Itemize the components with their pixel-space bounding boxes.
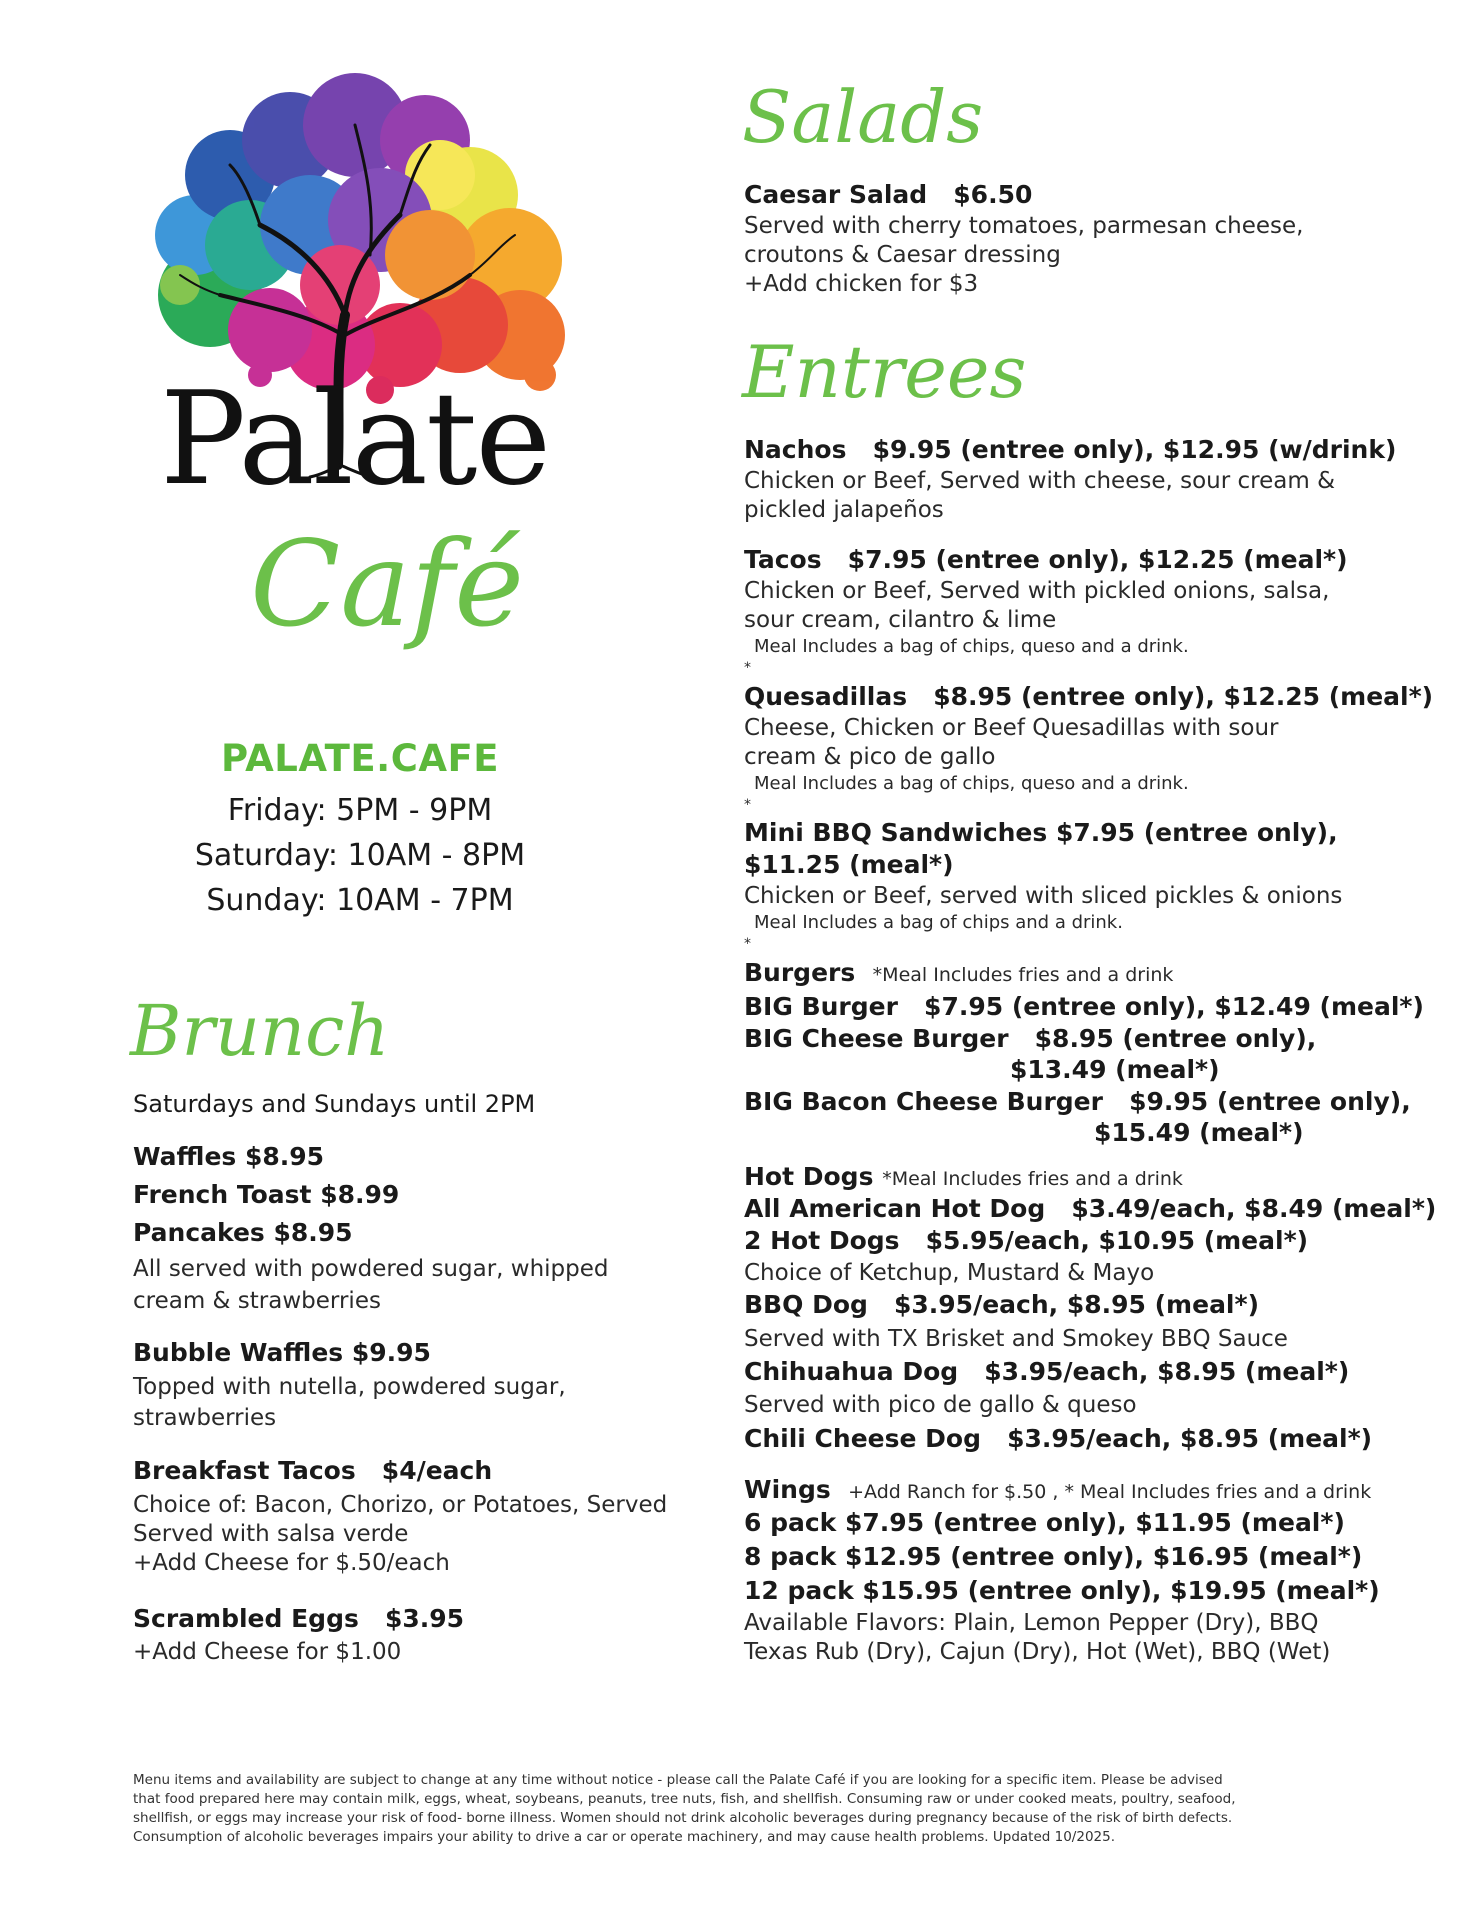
entrees-heading: Entrees: [742, 330, 1027, 414]
burgers-note: *Meal Includes fries and a drink: [872, 964, 1174, 986]
nachos-desc-2: pickled jalapeños: [744, 497, 944, 523]
caesar-desc-2: croutons & Caesar dressing: [744, 242, 1061, 268]
wings-heading: [744, 1475, 1371, 1504]
bubble-desc-1: Topped with nutella, powdered sugar,: [133, 1374, 566, 1400]
menu-item-quesadillas: Quesadillas $8.95 (entree only), $12.25 (meal*): [744, 682, 1434, 711]
menu-item-tacos: Tacos $7.95 (entree only), $12.25 (meal*): [744, 545, 1348, 574]
logo: [140, 45, 620, 745]
disclaimer-line-4: Consumption of alcoholic beverages impairs your ability to drive a car or operate machinery, and may cause health problems. Updated 10/2025.: [133, 1829, 1116, 1845]
menu-item-12-pack: 12 pack $15.95 (entree only), $19.95 (meal*): [744, 1576, 1380, 1605]
bbq-meal-note: Meal Includes a bag of chips and a drink.: [754, 912, 1123, 933]
chihuahua-desc: Served with pico de gallo & queso: [744, 1392, 1137, 1418]
caesar-desc-3: +Add chicken for $3: [744, 271, 979, 297]
brand-name-cafe: Café: [250, 515, 525, 653]
brunch-heading: Brunch: [130, 990, 390, 1072]
bbq-dog-desc: Served with TX Brisket and Smokey BBQ Sauce: [744, 1326, 1288, 1352]
quesadillas-desc-2: cream & pico de gallo: [744, 744, 996, 770]
brunch-served-with-2: cream & strawberries: [133, 1288, 381, 1314]
menu-item-waffles: Waffles $8.95: [133, 1142, 325, 1171]
disclaimer: [133, 1771, 1283, 1847]
menu-item-pancakes: Pancakes $8.95: [133, 1218, 353, 1247]
scrambled-desc: +Add Cheese for $1.00: [133, 1639, 402, 1665]
brunch-served-with-1: All served with powdered sugar, whipped: [133, 1256, 609, 1282]
menu-item-breakfast-tacos: Breakfast Tacos $4/each: [133, 1456, 493, 1485]
menu-item-chili-cheese-dog: Chili Cheese Dog $3.95/each, $8.95 (meal*): [744, 1424, 1373, 1453]
menu-item-french-toast: French Toast $8.99: [133, 1180, 400, 1209]
menu-item-big-cheese-2: $13.49 (meal*): [1010, 1055, 1220, 1084]
menu-item-mini-bbq-1: Mini BBQ Sandwiches $7.95 (entree only),: [744, 818, 1338, 847]
menu-item-nachos: Nachos $9.95 (entree only), $12.95 (w/drink): [744, 435, 1397, 464]
hours-friday: Friday: 5PM - 9PM: [227, 793, 493, 828]
nachos-desc-1: Chicken or Beef, Served with cheese, sour cream &: [744, 468, 1336, 494]
breakfast-desc-2: Served with salsa verde: [133, 1521, 409, 1547]
tacos-desc-2: sour cream, cilantro & lime: [744, 607, 1057, 633]
burgers-heading: [744, 958, 1173, 987]
disclaimer-line-1: Menu items and availability are subject to change at any time without notice - please call the Palate Café if you are looking for a specific item. Please be advised: [133, 1772, 1223, 1788]
quesadillas-desc-1: Cheese, Chicken or Beef Quesadillas with sour: [744, 715, 1279, 741]
tacos-desc-1: Chicken or Beef, Served with pickled onions, salsa,: [744, 578, 1330, 604]
disclaimer-line-2: that food prepared here may contain milk, eggs, wheat, soybeans, peanuts, tree nuts, fish, and shellfish. Consuming raw or under cooked meats, poultry, seafood,: [133, 1791, 1236, 1807]
menu-item-scrambled-eggs: Scrambled Eggs $3.95: [133, 1604, 465, 1633]
menu-item-caesar-salad: Caesar Salad $6.50: [744, 180, 1033, 209]
menu-item-mini-bbq-2: $11.25 (meal*): [744, 850, 954, 879]
menu-item-all-american: All American Hot Dog $3.49/each, $8.49 (meal*): [744, 1194, 1437, 1223]
brand-name-palate: Palate: [160, 365, 550, 514]
menu-item-8-pack: 8 pack $12.95 (entree only), $16.95 (meal*): [744, 1542, 1363, 1571]
quesadillas-star: *: [744, 797, 751, 813]
hours-sunday: Sunday: 10AM - 7PM: [206, 883, 514, 918]
hotdogs-heading: [744, 1162, 1183, 1191]
wings-flavors-1: Available Flavors: Plain, Lemon Pepper (Dry), BBQ: [744, 1610, 1319, 1636]
menu-item-big-bacon-1: BIG Bacon Cheese Burger $9.95 (entree only),: [744, 1087, 1411, 1116]
wings-note: +Add Ranch for $.50 , * Meal Includes fries and a drink: [848, 1481, 1372, 1503]
salads-heading: Salads: [742, 75, 984, 159]
menu-item-big-burger: BIG Burger $7.95 (entree only), $12.49 (meal*): [744, 992, 1424, 1021]
menu-item-chihuahua-dog: Chihuahua Dog $3.95/each, $8.95 (meal*): [744, 1357, 1350, 1386]
bbq-desc: Chicken or Beef, served with sliced pickles & onions: [744, 883, 1343, 909]
brunch-subtitle: Saturdays and Sundays until 2PM: [133, 1090, 536, 1118]
menu-item-bubble-waffles: Bubble Waffles $9.95: [133, 1338, 431, 1367]
breakfast-desc-3: +Add Cheese for $.50/each: [133, 1550, 450, 1576]
hotdogs-choice: Choice of Ketchup, Mustard & Mayo: [744, 1260, 1155, 1286]
quesadillas-meal-note: Meal Includes a bag of chips, queso and a drink.: [754, 773, 1189, 794]
breakfast-desc-1: Choice of: Bacon, Chorizo, or Potatoes, Served: [133, 1492, 668, 1518]
wings-title: Wings: [744, 1475, 831, 1504]
hotdogs-title: Hot Dogs: [744, 1162, 874, 1191]
wings-flavors-2: Texas Rub (Dry), Cajun (Dry), Hot (Wet), BBQ (Wet): [744, 1639, 1331, 1665]
hotdogs-note: *Meal Includes fries and a drink: [882, 1168, 1183, 1190]
hours-saturday: Saturday: 10AM - 8PM: [194, 838, 526, 873]
tacos-star: *: [744, 660, 751, 676]
bubble-desc-2: strawberries: [133, 1405, 277, 1431]
menu-item-2-hot-dogs: 2 Hot Dogs $5.95/each, $10.95 (meal*): [744, 1226, 1309, 1255]
bbq-star: *: [744, 936, 751, 952]
burgers-title: Burgers: [744, 958, 856, 987]
menu-item-bbq-dog: BBQ Dog $3.95/each, $8.95 (meal*): [744, 1290, 1260, 1319]
menu-item-big-cheese-1: BIG Cheese Burger $8.95 (entree only),: [744, 1024, 1317, 1053]
caesar-desc-1: Served with cherry tomatoes, parmesan cheese,: [744, 213, 1304, 239]
tacos-meal-note: Meal Includes a bag of chips, queso and a drink.: [754, 636, 1189, 657]
menu-item-6-pack: 6 pack $7.95 (entree only), $11.95 (meal*): [744, 1508, 1345, 1537]
website-link[interactable]: PALATE.CAFE: [220, 737, 500, 780]
menu-item-big-bacon-2: $15.49 (meal*): [1094, 1118, 1304, 1147]
disclaimer-line-3: shellfish, or eggs may increase your risk of food- borne illness. Women should not drink alcoholic beverages during pregnancy because of the risk of birth defects.: [133, 1810, 1233, 1826]
